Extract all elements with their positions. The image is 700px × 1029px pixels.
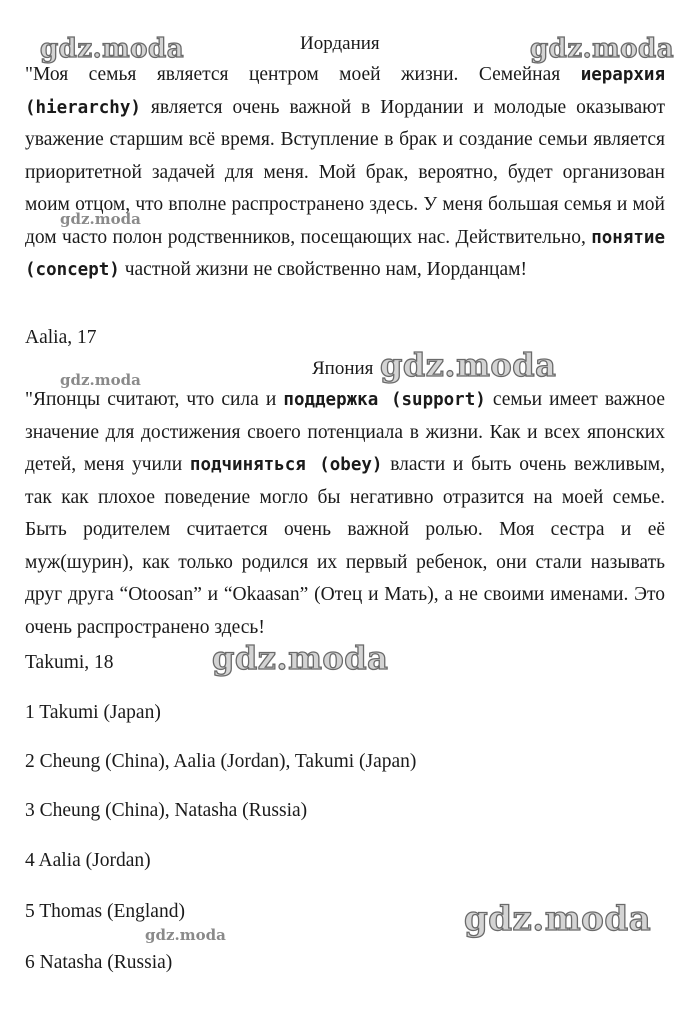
paragraph-jordan-text-2: является очень важной в Иордании и молодые оказывают уважение старшим всё время. Вступление в брак и создание семьи является приоритетной задачей для меня. Мой брак, вероятно, будет организован моим отцом, что вполне распространено здесь. У меня большая семья и мой дом часто полон родственников, посещающих нас. Действительно, bbox=[25, 96, 665, 248]
answer-item-5: 5 Thomas (England) bbox=[25, 901, 185, 922]
paragraph-japan-text-2: семьи имеет важное значение для достижения своего потенциала в жизни. Как и всех японских детей, меня учили bbox=[25, 389, 666, 475]
section-heading-japan: Япония bbox=[312, 358, 374, 379]
watermark-logo: gdz.moda bbox=[40, 34, 185, 64]
watermark-logo: gdz.moda bbox=[145, 926, 226, 944]
watermark-logo: gdz.moda bbox=[464, 899, 652, 939]
paragraph-japan bbox=[25, 384, 665, 644]
paragraph-japan-text-1: "Японцы считают, что сила и bbox=[25, 389, 284, 410]
answer-item-3: 3 Cheung (China), Natasha (Russia) bbox=[25, 800, 308, 821]
answer-item-2: 2 Cheung (China), Aalia (Jordan), Takumi (Japan) bbox=[25, 751, 417, 772]
term-concept: понятие (concept) bbox=[25, 227, 665, 280]
answer-item-1: 1 Takumi (Japan) bbox=[25, 702, 161, 723]
watermark-logo: gdz.moda bbox=[60, 371, 141, 389]
term-hierarchy: иерархия (hierarchy) bbox=[25, 65, 665, 118]
signature-aalia: Aalia, 17 bbox=[25, 327, 97, 348]
watermark-logo: gdz.moda bbox=[530, 34, 675, 64]
watermark-logo: gdz.moda bbox=[60, 210, 141, 228]
section-heading-jordan: Иордания bbox=[300, 33, 380, 54]
paragraph-jordan-text-3: частной жизни не свойственно нам, Иорданцам! bbox=[119, 259, 527, 280]
answer-item-4: 4 Aalia (Jordan) bbox=[25, 850, 151, 871]
paragraph-jordan bbox=[25, 59, 665, 287]
answer-item-6: 6 Natasha (Russia) bbox=[25, 952, 173, 973]
term-obey: подчиняться (obey) bbox=[189, 455, 383, 475]
signature-takumi: Takumi, 18 bbox=[25, 652, 114, 673]
term-support: поддержка (support) bbox=[283, 390, 486, 410]
paragraph-japan-text-3: власти и быть очень вежливым, так как плохое поведение могло бы негативно отразится на моей семье. Быть родителем считается очень важной ролью. Моя сестра и её муж(шурин), как только родился их первый ребенок, они стали называть друг друга “Otoosan” и “Okaasan” (Отец и Мать), а не своими именами. Это очень распространено здесь! bbox=[25, 454, 665, 638]
paragraph-jordan-text-1: "Моя семья является центром моей жизни. Семейная bbox=[25, 64, 581, 85]
watermark-logo: gdz.moda bbox=[212, 639, 389, 677]
watermark-logo: gdz.moda bbox=[380, 346, 557, 384]
